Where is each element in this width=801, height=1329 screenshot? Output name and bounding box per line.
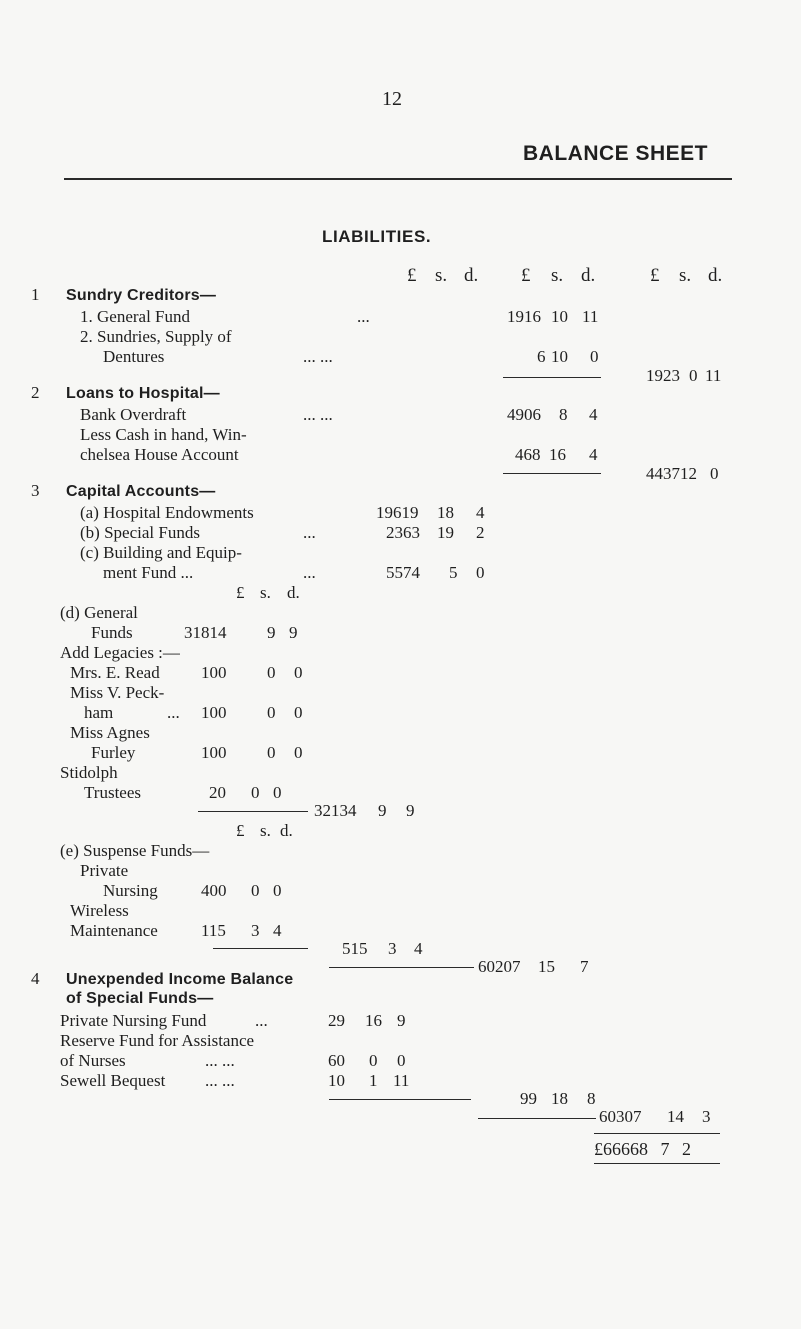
subtotal-rule	[329, 967, 474, 968]
page-number: 12	[382, 88, 402, 110]
general-fund-label: 1. General Fund	[80, 307, 191, 326]
hospital-endowments-label: (a) Hospital Endowments	[80, 503, 254, 522]
wireless-maintenance-label: Wireless	[70, 901, 129, 920]
building-fund-label: (c) Building and Equip-	[80, 543, 242, 562]
subtotal-rule	[213, 948, 308, 949]
sundries-label: 2. Sundries, Supply of	[80, 327, 232, 346]
grand-total-rule-top	[594, 1133, 720, 1134]
grand-total: £66668 7 2	[594, 1139, 691, 1159]
reserve-fund-label: Reserve Fund for Assistance	[60, 1031, 255, 1050]
header-rule	[64, 178, 732, 180]
item-heading: Unexpended Income Balance	[66, 971, 294, 988]
page-title: BALANCE SHEET	[523, 142, 709, 165]
suspense-funds-label: (e) Suspense Funds—	[60, 841, 210, 860]
subtotal-rule	[329, 1099, 471, 1100]
legacy-furley: Miss Agnes	[70, 723, 150, 742]
grand-total-rule-bottom	[594, 1163, 720, 1164]
private-nursing-label: Private	[80, 861, 129, 880]
section-title: LIABILITIES.	[322, 227, 432, 246]
special-funds-label: (b) Special Funds	[80, 523, 200, 542]
item-heading: Loans to Hospital—	[66, 385, 220, 402]
legacy-peckham: Miss V. Peck-	[70, 683, 165, 702]
legacy-stidolph: Stidolph	[60, 763, 118, 782]
subtotal-rule	[503, 473, 601, 474]
grand-subtotal-shillings: 14	[667, 1107, 684, 1126]
less-cash-label: Less Cash in hand, Win-	[80, 425, 247, 444]
grand-subtotal-rule	[478, 1118, 596, 1119]
item-number: 1	[31, 285, 40, 304]
item-heading: Capital Accounts—	[66, 483, 216, 500]
add-legacies-label: Add Legacies :—	[60, 643, 180, 662]
grand-subtotal-pence: 3	[702, 1107, 711, 1126]
subtotal-rule	[198, 811, 308, 812]
item-number: 2	[31, 383, 40, 402]
general-funds-label: (d) General	[60, 603, 138, 622]
subtotal-rule	[503, 377, 601, 378]
bank-overdraft-label: Bank Overdraft	[80, 405, 187, 424]
private-nursing-fund-label: Private Nursing Fund	[60, 1011, 207, 1030]
grand-subtotal-pounds: 60307	[599, 1107, 642, 1126]
item-number: 4	[31, 969, 40, 988]
sewell-bequest-label: Sewell Bequest	[60, 1071, 166, 1090]
item-number: 3	[31, 481, 40, 500]
item-heading: Sundry Creditors—	[66, 287, 217, 304]
legacy-read: Mrs. E. Read	[70, 663, 160, 682]
